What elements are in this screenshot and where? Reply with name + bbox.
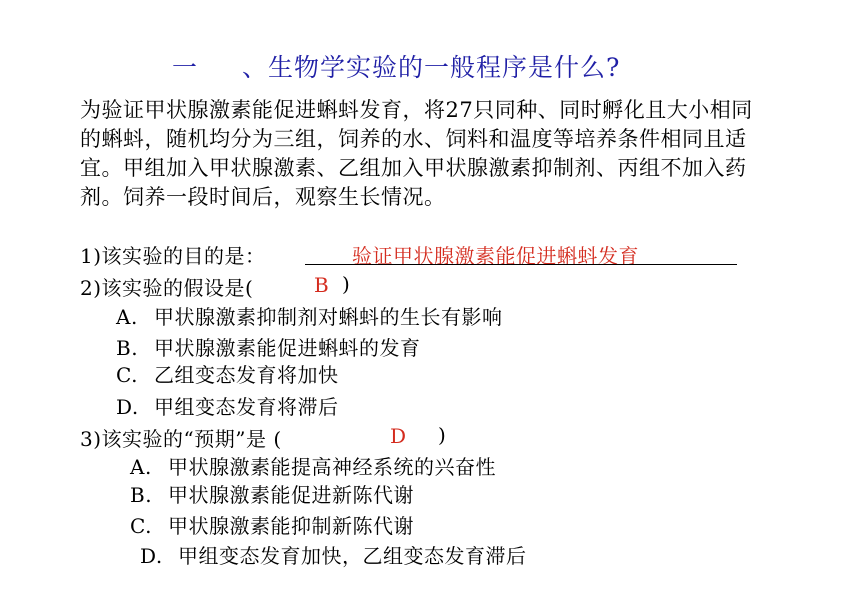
option-letter: C. <box>130 514 152 538</box>
option-letter: A. <box>116 305 138 329</box>
option-letter: D. <box>140 544 163 568</box>
option-letter: D. <box>116 395 139 419</box>
question-2 <box>80 272 253 301</box>
question-3-option-c <box>130 510 414 539</box>
experiment-description: 为验证甲状腺激素能促进蝌蚪发育，将27只同种、同时孵化且大小相同的蝌蚪，随机均分为三组，饲养的水、饲料和温度等培养条件相同且适宜。甲组加入甲状腺激素、乙组加入甲状腺激素抑制剂、丙组不加入药剂。饲养一段时间后，观察生长情况。 <box>80 98 753 209</box>
question-2-option-a <box>116 301 503 330</box>
question-1-prompt: 1)该实验的目的是： <box>80 244 266 268</box>
option-text: 甲状腺激素能提高神经系统的兴奋性 <box>168 455 496 479</box>
question-1-answer: 验证甲状腺激素能促进蝌蚪发育 <box>352 244 639 268</box>
option-letter: A. <box>130 455 152 479</box>
slide-title <box>172 48 620 84</box>
question-2-option-d <box>116 391 339 420</box>
option-letter: B. <box>116 336 139 360</box>
question-3-option-a <box>130 451 496 480</box>
option-text: 甲组变态发育加快，乙组变态发育滞后 <box>178 544 527 568</box>
option-letter: C. <box>116 363 138 387</box>
question-3 <box>80 423 282 452</box>
question-3-option-d <box>140 540 527 569</box>
question-3-option-b <box>130 479 414 508</box>
question-3-close-paren: ) <box>438 423 447 447</box>
question-2-close-paren: ) <box>342 272 351 296</box>
option-text: 甲状腺激素抑制剂对蝌蚪的生长有影响 <box>154 305 503 329</box>
question-3-prompt: 3)该实验的“预期”是 ( <box>80 427 282 451</box>
question-2-answer: B <box>314 273 330 297</box>
title-text: 、生物学实验的一般程序是什么? <box>242 53 621 82</box>
question-2-option-b <box>116 332 421 361</box>
option-text: 甲状腺激素能抑制新陈代谢 <box>168 514 414 538</box>
question-1 <box>80 240 266 269</box>
question-3-answer: D <box>390 424 407 448</box>
option-text: 甲状腺激素能促进蝌蚪的发育 <box>154 336 421 360</box>
option-text: 乙组变态发育将加快 <box>154 363 339 387</box>
answer-underline <box>305 264 737 265</box>
option-text: 甲状腺激素能促进新陈代谢 <box>168 483 414 507</box>
question-2-prompt: 2)该实验的假设是( <box>80 276 254 300</box>
option-text: 甲组变态发育将滞后 <box>154 395 339 419</box>
option-letter: B. <box>130 483 153 507</box>
title-number: 一 <box>172 53 199 82</box>
question-2-option-c <box>116 359 339 388</box>
